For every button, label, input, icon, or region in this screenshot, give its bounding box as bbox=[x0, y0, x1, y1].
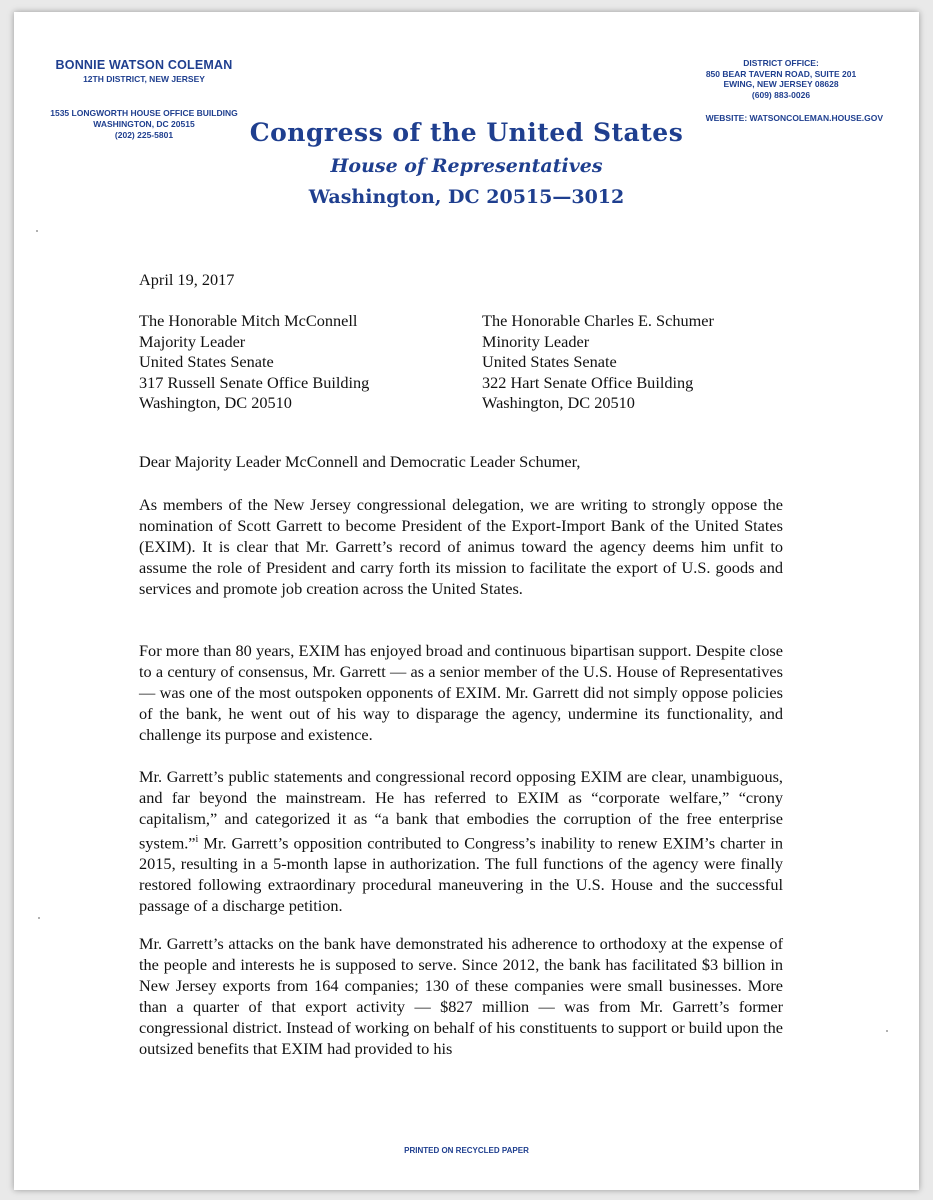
district-phone: (609) 883-0026 bbox=[751, 89, 811, 100]
recycled-paper-note: PRINTED ON RECYCLED PAPER bbox=[404, 1146, 529, 1155]
crest-address: Washington, DC 20515—3012 bbox=[308, 186, 625, 208]
scan-artifact bbox=[36, 230, 38, 232]
paragraph-text: As members of the New Jersey congressional delegation, we are writing to strongly oppose the nomination of Scott Garrett to become President of the Export-Import Bank of the United States (EXIM). It is clear that Mr. Garrett’s record of animus toward the agency deems him unfit to assume the role of President and carry forth its mission to facilitate the export of U.S. goods and services and promote job creation across the United States. bbox=[139, 495, 783, 598]
recipient-line: 322 Hart Senate Office Building bbox=[482, 372, 694, 392]
scan-artifact bbox=[886, 1030, 888, 1032]
crest-title: Congress of the United States bbox=[249, 118, 684, 147]
recipient-right bbox=[482, 311, 714, 414]
district-address-line: EWING, NEW JERSEY 08628 bbox=[723, 79, 839, 90]
member-district: 12TH DISTRICT, NEW JERSEY bbox=[83, 73, 205, 84]
crest-subtitle: House of Representatives bbox=[330, 155, 603, 177]
website-link[interactable]: WEBSITE: WATSONCOLEMAN.HOUSE.GOV bbox=[705, 113, 883, 123]
paragraph-segment: Mr. Garrett’s opposition contributed to Congress’s inability to renew EXIM’s charter in 2015, resulting in a 5-month lapse in authorization. The full functions of the agency were finally restored following extraordinary procedural maneuvering in the U.S. House and the successful passage of a discharge petition. bbox=[139, 833, 783, 916]
paragraph bbox=[139, 640, 783, 745]
footnote-marker[interactable]: i bbox=[195, 834, 199, 845]
scan-artifact bbox=[38, 917, 40, 919]
paragraph bbox=[139, 494, 783, 599]
recipient-line: 317 Russell Senate Office Building bbox=[139, 372, 370, 392]
recipient-line: United States Senate bbox=[139, 352, 274, 372]
dc-address-line: 1535 LONGWORTH HOUSE OFFICE BUILDING bbox=[50, 108, 238, 119]
district-office-label: DISTRICT OFFICE: bbox=[743, 58, 819, 68]
paragraph-text bbox=[139, 766, 783, 916]
recipient-line: The Honorable Mitch McConnell bbox=[139, 311, 358, 330]
paragraph-segment: Mr. Garrett’s public statements and congressional record opposing EXIM are clear, unambiguous, and far beyond the mainstream. He has referred to EXIM as “corporate welfare,” “crony capitalism,” and categorized it as “a bank that embodies the corruption of the free enterprise system.” bbox=[139, 767, 783, 853]
letter-date: April 19, 2017 bbox=[139, 270, 235, 289]
salutation: Dear Majority Leader McConnell and Democratic Leader Schumer, bbox=[139, 452, 581, 471]
district-address-line: 850 BEAR TAVERN ROAD, SUITE 201 bbox=[705, 68, 857, 79]
paragraph bbox=[139, 933, 783, 1059]
recipient-line: Washington, DC 20510 bbox=[482, 393, 635, 413]
letter-page bbox=[14, 12, 919, 1190]
recipient-line: The Honorable Charles E. Schumer bbox=[482, 311, 714, 330]
member-name: BONNIE WATSON COLEMAN bbox=[55, 58, 233, 72]
recipient-line: Washington, DC 20510 bbox=[139, 393, 292, 413]
paragraph-text: Mr. Garrett’s attacks on the bank have demonstrated his adherence to orthodoxy at the expense of the people and interests he is supposed to serve. Since 2012, the bank has facilitated $3 billion in New Jersey exports from 164 companies; 130 of these companies were small businesses. More than a quarter of that export activity — $827 million — was from Mr. Garrett’s former congressional district. Instead of working on behalf of his constituents to support or build upon the outsized benefits that EXIM had provided to his bbox=[139, 934, 783, 1058]
dc-address-line: WASHINGTON, DC 20515 bbox=[93, 118, 195, 129]
paragraph bbox=[139, 766, 783, 916]
district-office-info bbox=[681, 58, 883, 123]
recipient-line: Minority Leader bbox=[482, 331, 590, 351]
recipient-left bbox=[139, 311, 369, 414]
dc-phone: (202) 225-5801 bbox=[114, 129, 174, 140]
paragraph-text: For more than 80 years, EXIM has enjoyed broad and continuous bipartisan support. Despite close to a century of consensus, Mr. Garrett — as a senior member of the U.S. House of Representatives — was one of the most outspoken opponents of EXIM. Mr. Garrett did not simply oppose policies of the bank, he went out of his way to disparage the agency, undermine its functionality, and challenge its purpose and existence. bbox=[139, 641, 783, 744]
recipient-line: United States Senate bbox=[482, 352, 617, 372]
recipient-line: Majority Leader bbox=[139, 331, 246, 351]
